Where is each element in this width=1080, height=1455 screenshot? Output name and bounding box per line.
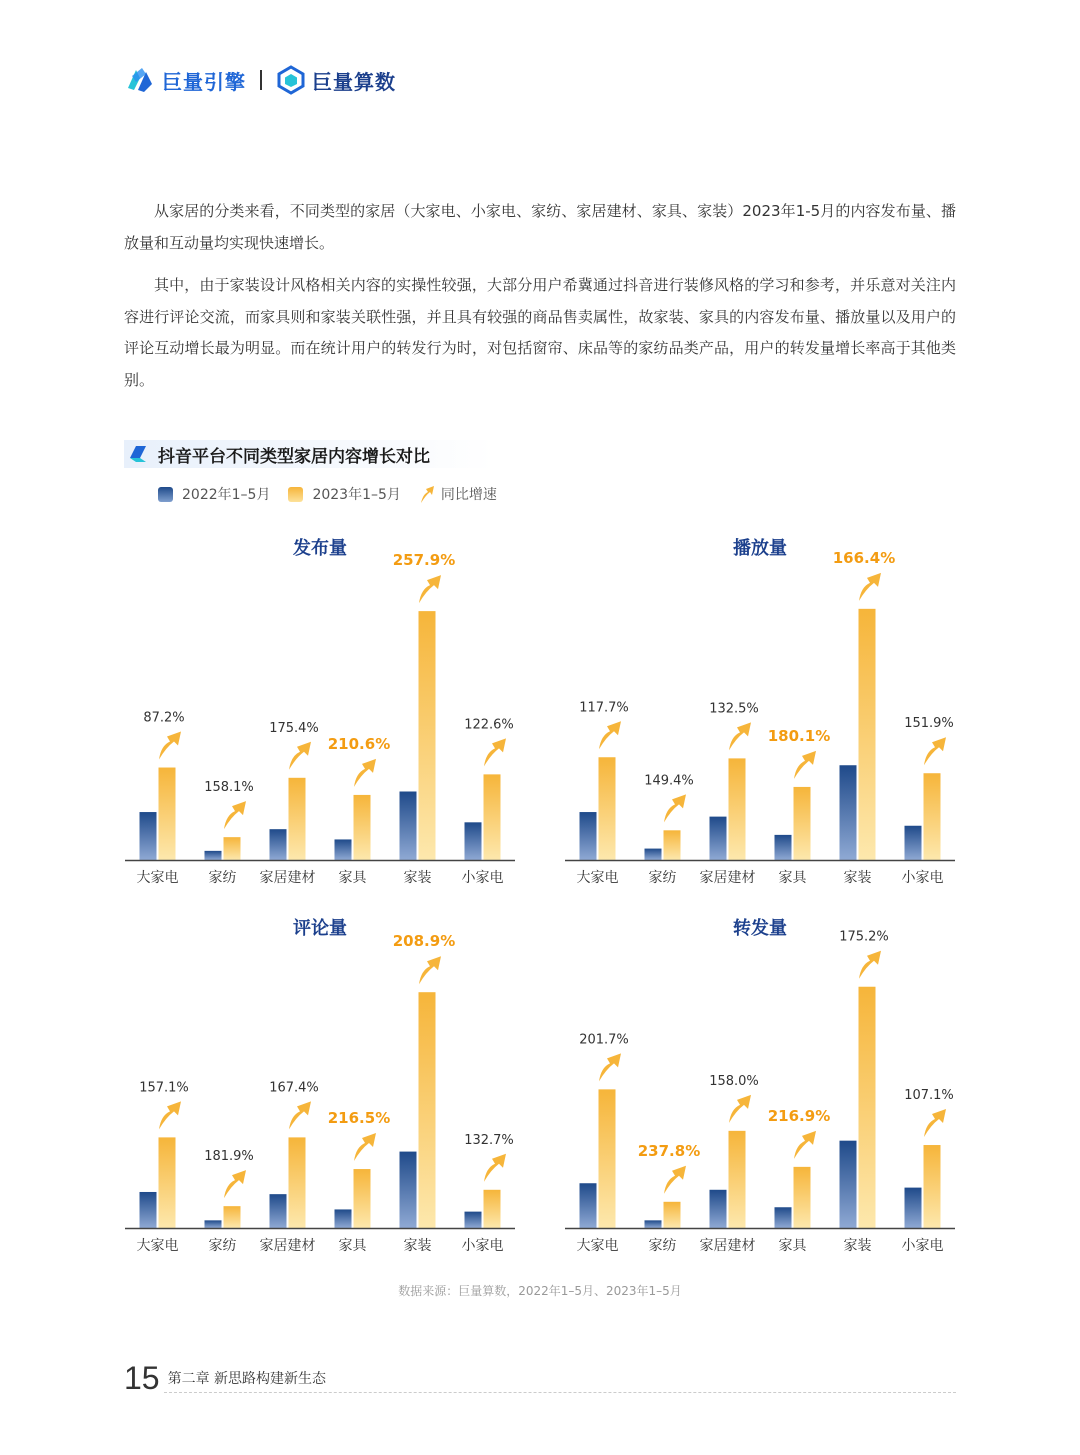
chart-comment-svg	[120, 914, 520, 1259]
growth-arrow-icon	[924, 737, 946, 765]
growth-arrow-icon	[599, 1053, 621, 1081]
category-label: 家纺	[208, 870, 237, 886]
chart-play-svg	[560, 534, 960, 894]
growth-label: 158.1%	[204, 780, 254, 796]
section-title-text: 抖音平台不同类型家居内容增长对比	[158, 446, 430, 467]
bar-2023	[224, 837, 241, 860]
growth-label: 158.0%	[709, 1073, 759, 1089]
legend-item-growth	[419, 484, 497, 504]
brand-suanshu	[276, 65, 396, 95]
bar-2023	[729, 1131, 746, 1228]
chart-publish	[120, 534, 520, 914]
bar-2022	[905, 826, 922, 860]
brand-ocean-engine	[124, 64, 246, 96]
category-label: 小家电	[901, 870, 944, 886]
growth-label: 149.4%	[644, 773, 694, 789]
bar-2022	[400, 792, 417, 861]
growth-label: 210.6%	[327, 734, 391, 753]
category-label: 家装	[843, 1238, 872, 1254]
growth-arrow-icon	[159, 1101, 181, 1129]
growth-arrow-icon	[419, 575, 441, 603]
bar-2022	[205, 1220, 222, 1228]
growth-label: 107.1%	[904, 1088, 954, 1104]
category-label: 家装	[403, 870, 432, 886]
bar-2023	[729, 758, 746, 860]
bar-2023	[924, 773, 941, 860]
bar-2022	[205, 851, 222, 860]
growth-label: 257.9%	[392, 551, 456, 570]
growth-arrow-icon	[924, 1109, 946, 1137]
growth-arrow-icon	[224, 801, 246, 829]
legend-label-growth: 同比增速	[440, 487, 497, 503]
chart-title: 转发量	[733, 918, 787, 939]
bar-2022	[645, 849, 662, 860]
bar-2022	[465, 1212, 482, 1228]
chart-title: 发布量	[293, 538, 347, 559]
bar-2023	[224, 1206, 241, 1228]
chapter-title: 第二章 新思路构建新生态	[167, 1371, 327, 1387]
bar-2023	[664, 830, 681, 860]
bar-2022	[840, 1141, 857, 1228]
growth-label: 201.7%	[579, 1032, 629, 1048]
bar-2022	[270, 1194, 287, 1228]
category-label: 小家电	[461, 1238, 504, 1254]
page-number: 15	[124, 1360, 160, 1396]
legend-item-2022	[158, 484, 270, 504]
growth-arrow-icon	[484, 738, 506, 766]
chart-comment	[120, 914, 520, 1294]
bar-2022	[580, 812, 597, 860]
chart-legend	[158, 484, 515, 504]
bar-2023	[484, 1190, 501, 1228]
category-label: 家居建材	[259, 1238, 316, 1254]
chart-title: 评论量	[293, 918, 347, 939]
category-label: 家具	[338, 870, 367, 886]
category-label: 家居建材	[259, 870, 316, 886]
growth-label: 181.9%	[204, 1149, 254, 1165]
bar-2023	[794, 1167, 811, 1228]
growth-arrow-icon	[664, 794, 686, 822]
legend-swatch-2023	[288, 487, 303, 502]
footer-divider	[164, 1392, 956, 1393]
bar-2022	[140, 812, 157, 860]
growth-label: 175.2%	[839, 929, 889, 945]
section-title-icon	[128, 444, 148, 464]
legend-label-2022: 2022年1–5月	[182, 487, 271, 503]
growth-label: 117.7%	[579, 700, 629, 716]
data-source: 数据来源：巨量算数，2022年1–5月、2023年1–5月	[398, 1284, 682, 1298]
bar-2023	[664, 1202, 681, 1228]
bar-2023	[354, 1169, 371, 1228]
brand1-text: 巨量引擎	[162, 69, 246, 94]
bar-2023	[159, 1137, 176, 1228]
bar-2023	[859, 609, 876, 860]
growth-arrow-icon	[289, 1101, 311, 1129]
growth-label: 180.1%	[767, 726, 831, 745]
bar-2023	[419, 611, 436, 860]
bar-2022	[645, 1220, 662, 1228]
category-label: 家纺	[648, 870, 677, 886]
bar-2022	[335, 1209, 352, 1228]
bar-2022	[840, 765, 857, 860]
growth-arrow-icon	[794, 751, 816, 779]
bar-2022	[335, 839, 352, 860]
category-label: 大家电	[576, 870, 619, 886]
growth-arrow-icon	[729, 722, 751, 750]
category-label: 大家电	[576, 1238, 619, 1254]
legend-swatch-2022	[158, 487, 173, 502]
bar-2022	[270, 829, 287, 860]
growth-label: 157.1%	[139, 1080, 189, 1096]
growth-arrow-icon	[859, 573, 881, 601]
intro-paragraph-2: 其中，由于家装设计风格相关内容的实操性较强，大部分用户希冀通过抖音进行装修风格的学习和参考，并乐意对关注内容进行评论交流，而家具则和家装关联性强，并且具有较强的商品售卖属性，故家装、家具的内容发布量、播放量以及用户的评论互动增长最为明显。而在统计用户的转发行为时，对包括窗帘、床品等的家纺品类产品，用户的转发量增长率高于其他类别。	[124, 276, 956, 389]
growth-label: 216.9%	[767, 1106, 831, 1125]
category-label: 家纺	[648, 1238, 677, 1254]
category-label: 家装	[403, 1238, 432, 1254]
bar-2022	[140, 1192, 157, 1228]
category-label: 大家电	[136, 870, 179, 886]
category-label: 家居建材	[699, 870, 756, 886]
header	[124, 60, 396, 100]
bar-2022	[580, 1183, 597, 1228]
suanshu-logo-icon	[276, 65, 306, 95]
growth-label: 216.5%	[327, 1109, 391, 1128]
bar-2023	[159, 768, 176, 860]
growth-arrow-icon	[794, 1131, 816, 1159]
legend-item-2023	[288, 484, 400, 504]
growth-label: 132.7%	[464, 1132, 514, 1148]
bar-2022	[710, 817, 727, 860]
growth-arrow-icon	[419, 484, 435, 504]
category-label: 家装	[843, 870, 872, 886]
category-label: 家具	[778, 870, 807, 886]
growth-arrow-icon	[729, 1095, 751, 1123]
growth-label: 166.4%	[832, 548, 896, 567]
bar-2022	[775, 1207, 792, 1228]
growth-arrow-icon	[859, 951, 881, 979]
category-label: 家纺	[208, 1238, 237, 1254]
chart-title: 播放量	[733, 538, 787, 559]
bar-2023	[354, 795, 371, 860]
growth-label: 132.5%	[709, 701, 759, 717]
chart-share	[560, 914, 960, 1294]
section-title	[124, 440, 494, 468]
growth-label: 151.9%	[904, 716, 954, 732]
intro-paragraph-1: 从家居的分类来看，不同类型的家居（大家电、小家电、家纺、家居建材、家具、家装）2023年1-5月的内容发布量、播放量和互动量均实现快速增长。	[124, 202, 956, 252]
category-label: 家具	[338, 1238, 367, 1254]
bar-2023	[419, 992, 436, 1228]
growth-label: 122.6%	[464, 717, 514, 733]
brand2-text: 巨量算数	[312, 69, 396, 94]
category-label: 小家电	[461, 870, 504, 886]
bar-2023	[599, 757, 616, 860]
bar-2022	[775, 835, 792, 860]
growth-label: 175.4%	[269, 720, 319, 736]
growth-label: 87.2%	[143, 710, 185, 726]
bar-2023	[599, 1089, 616, 1228]
growth-arrow-icon	[289, 742, 311, 770]
growth-arrow-icon	[599, 721, 621, 749]
growth-arrow-icon	[354, 759, 376, 787]
growth-arrow-icon	[419, 956, 441, 984]
chart-play	[560, 534, 960, 914]
legend-label-2023: 2023年1–5月	[312, 487, 401, 503]
growth-arrow-icon	[224, 1170, 246, 1198]
bar-2023	[924, 1145, 941, 1228]
growth-arrow-icon	[664, 1166, 686, 1194]
bar-2023	[289, 778, 306, 860]
category-label: 大家电	[136, 1238, 179, 1254]
bar-2022	[710, 1190, 727, 1228]
growth-label: 208.9%	[392, 932, 456, 951]
bar-2022	[465, 822, 482, 860]
chart-publish-svg	[120, 534, 520, 894]
chart-share-svg	[560, 914, 960, 1259]
bar-2023	[794, 787, 811, 860]
growth-label: 167.4%	[269, 1080, 319, 1096]
growth-label: 237.8%	[637, 1141, 701, 1160]
category-label: 小家电	[901, 1238, 944, 1254]
bar-2022	[905, 1188, 922, 1228]
growth-arrow-icon	[354, 1133, 376, 1161]
footer	[124, 1362, 956, 1394]
category-label: 家具	[778, 1238, 807, 1254]
ocean-engine-logo-icon	[124, 64, 156, 96]
growth-arrow-icon	[159, 732, 181, 760]
category-label: 家居建材	[699, 1238, 756, 1254]
bar-2023	[289, 1137, 306, 1228]
bar-2023	[484, 774, 501, 860]
bar-2023	[859, 987, 876, 1228]
growth-arrow-icon	[484, 1154, 506, 1182]
header-separator	[260, 70, 262, 90]
bar-2022	[400, 1152, 417, 1228]
